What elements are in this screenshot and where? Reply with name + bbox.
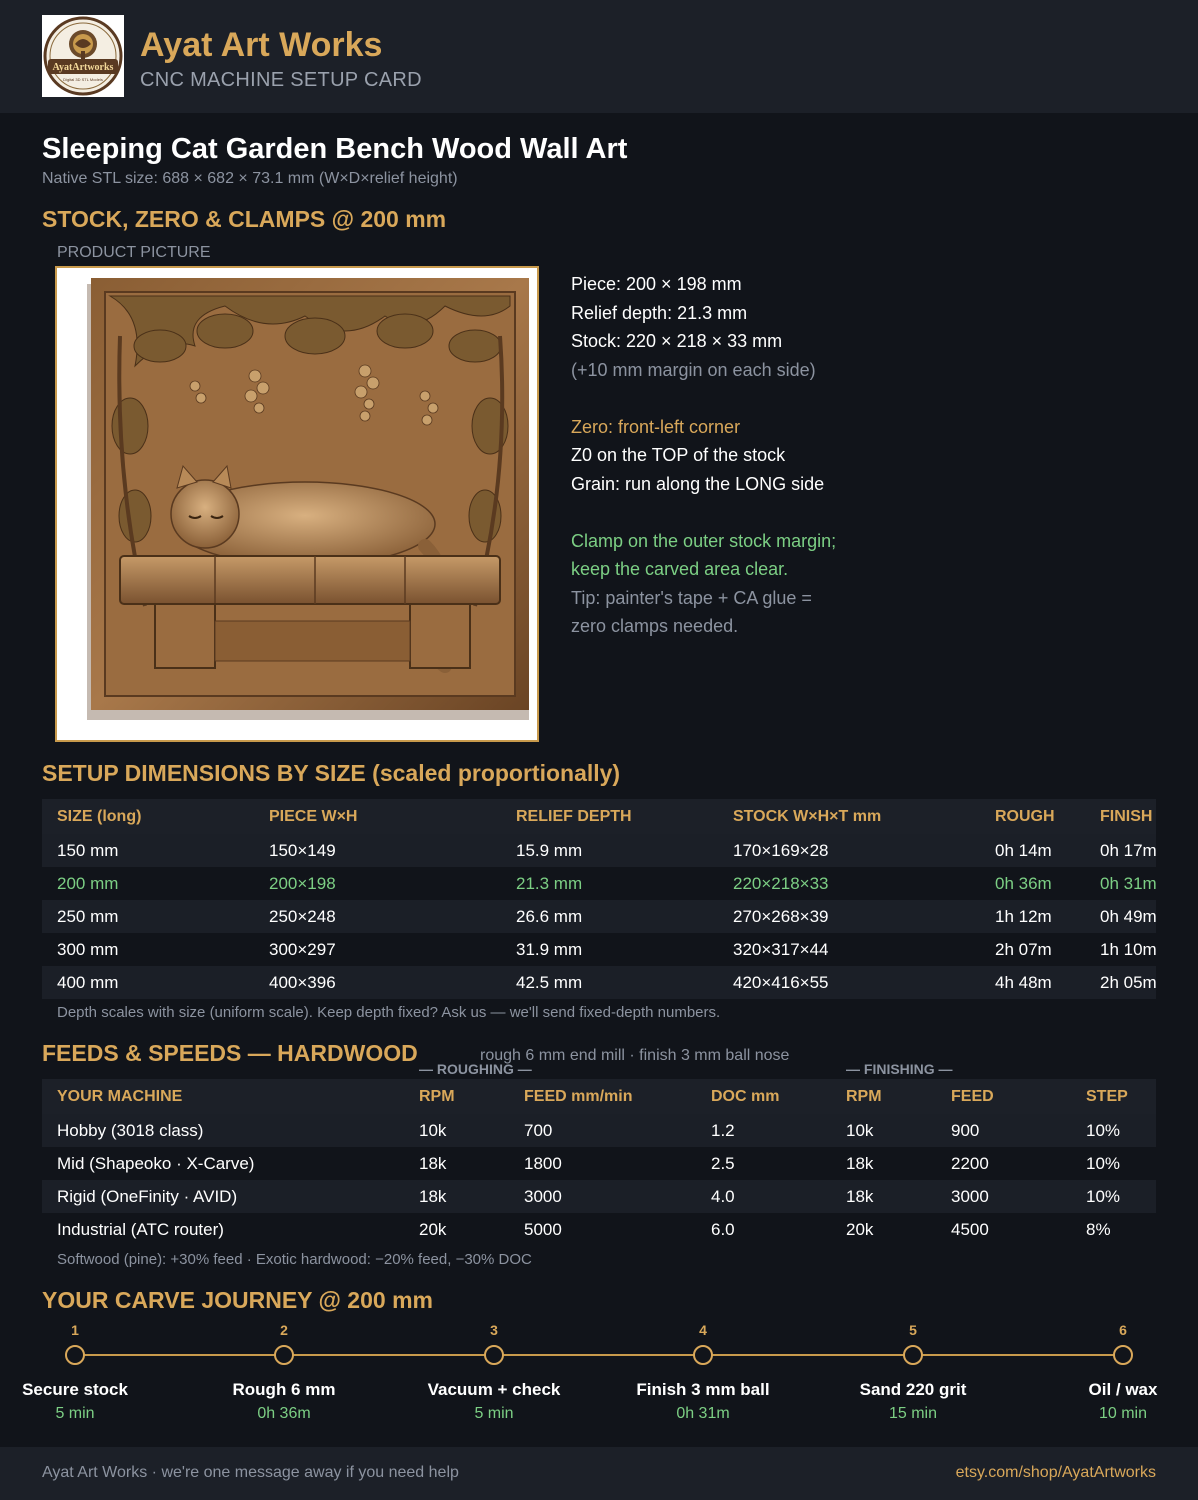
- table-cell: 4500: [936, 1213, 1071, 1246]
- table-cell: 15.9 mm: [501, 834, 718, 867]
- table-cell: 10%: [1071, 1147, 1156, 1180]
- finishing-group-label: — FINISHING —: [846, 1061, 953, 1077]
- column-header: RELIEF DEPTH: [501, 799, 718, 834]
- step-number: 6: [1119, 1322, 1127, 1338]
- dimensions-note: Depth scales with size (uniform scale). Keep depth fixed? Ask us — we'll send fixed-depth numbers.: [57, 1004, 721, 1021]
- table-cell: 21.3 mm: [501, 867, 718, 900]
- table-row: [42, 966, 1156, 999]
- table-cell: 4h 48m: [980, 966, 1085, 999]
- table-row: [42, 1114, 1156, 1147]
- table-row-highlighted: [42, 867, 1156, 900]
- table-cell: 10k: [404, 1114, 509, 1147]
- stock-size-text: Stock: 220 × 218 × 33 mm: [571, 331, 783, 351]
- brand-name: Ayat Art Works: [140, 26, 383, 64]
- table-row: [42, 834, 1156, 867]
- step-number: 4: [699, 1322, 707, 1338]
- step-label: Finish 3 mm ball: [636, 1380, 770, 1399]
- table-cell: 10%: [1071, 1180, 1156, 1213]
- product-title: Sleeping Cat Garden Bench Wood Wall Art: [42, 133, 628, 165]
- step-time: 0h 31m: [676, 1405, 730, 1422]
- table-cell: 300×297: [254, 933, 501, 966]
- table-cell: Mid (Shapeoko · X-Carve): [42, 1147, 404, 1180]
- table-row: [42, 1180, 1156, 1213]
- logo-emblem-icon: [42, 15, 124, 97]
- tip-text-line1: Tip: painter's tape + CA glue =: [571, 587, 812, 608]
- tip-text-line2: zero clamps needed.: [571, 616, 739, 636]
- piece-size-text: Piece: 200 × 198 mm: [571, 274, 742, 294]
- table-cell: 5000: [509, 1213, 696, 1246]
- journey-step: [0, 1322, 175, 1423]
- table-cell: 18k: [831, 1180, 936, 1213]
- step-number: 3: [490, 1322, 498, 1338]
- column-header: FEED mm/min: [509, 1079, 696, 1114]
- table-cell: 270×268×39: [718, 900, 980, 933]
- card-type-label: CNC MACHINE SETUP CARD: [140, 69, 422, 91]
- step-marker-icon: [693, 1345, 713, 1365]
- brand-logo: [42, 15, 124, 97]
- step-time: 10 min: [1098, 1405, 1148, 1422]
- column-header: RPM: [404, 1079, 509, 1114]
- step-label: Vacuum + check: [427, 1380, 561, 1399]
- table-cell: 0h 14m: [980, 834, 1085, 867]
- table-cell: 300 mm: [42, 933, 254, 966]
- column-header: DOC mm: [696, 1079, 831, 1114]
- step-time: 5 min: [55, 1405, 95, 1422]
- zero-text: Zero: front-left corner: [571, 416, 741, 437]
- table-cell: 3000: [936, 1180, 1071, 1213]
- step-label: Secure stock: [22, 1380, 128, 1399]
- step-marker-icon: [1113, 1345, 1133, 1365]
- column-header: YOUR MACHINE: [42, 1079, 404, 1114]
- table-row: [42, 1147, 1156, 1180]
- table-cell: 150×149: [254, 834, 501, 867]
- roughing-group-label: — ROUGHING —: [419, 1061, 532, 1077]
- step-label: Rough 6 mm: [232, 1380, 336, 1399]
- table-cell: 1800: [509, 1147, 696, 1180]
- column-header: SIZE (long): [42, 799, 254, 834]
- margin-text: (+10 mm margin on each side): [571, 359, 816, 380]
- table-row: [42, 1213, 1156, 1246]
- stock-info-panel: [571, 270, 836, 641]
- table-cell: 2h 07m: [980, 933, 1085, 966]
- table-cell: 700: [509, 1114, 696, 1147]
- stock-section-heading: STOCK, ZERO & CLAMPS @ 200 mm: [42, 206, 447, 232]
- step-number: 1: [71, 1322, 79, 1338]
- step-time: 0h 36m: [257, 1405, 311, 1422]
- footer-bar: [0, 1447, 1198, 1500]
- table-row: [42, 900, 1156, 933]
- table-cell: 150 mm: [42, 834, 254, 867]
- step-marker-icon: [65, 1345, 85, 1365]
- footer-help-text: Ayat Art Works · we're one message away if you need help: [42, 1464, 459, 1481]
- table-cell: 18k: [831, 1147, 936, 1180]
- column-header: STOCK W×H×T mm: [718, 799, 980, 834]
- svg-text:AyatArtworks: AyatArtworks: [52, 62, 114, 73]
- table-cell: 1h 10m: [1085, 933, 1156, 966]
- table-cell: 220×218×33: [718, 867, 980, 900]
- svg-text:Digital 3D STL Models: Digital 3D STL Models: [63, 77, 103, 82]
- relief-depth-text: Relief depth: 21.3 mm: [571, 302, 748, 323]
- table-cell: 400 mm: [42, 966, 254, 999]
- table-cell: 0h 17m: [1085, 834, 1156, 867]
- step-label: Oil / wax: [1088, 1380, 1158, 1399]
- table-cell: 20k: [404, 1213, 509, 1246]
- step-time: 5 min: [474, 1405, 514, 1422]
- step-marker-icon: [274, 1345, 294, 1365]
- table-cell: 250×248: [254, 900, 501, 933]
- table-cell: 10%: [1071, 1114, 1156, 1147]
- table-cell: 320×317×44: [718, 933, 980, 966]
- column-header: RPM: [831, 1079, 936, 1114]
- table-cell: 3000: [509, 1180, 696, 1213]
- feeds-table: [42, 1079, 1156, 1246]
- table-cell: 900: [936, 1114, 1071, 1147]
- table-cell: 20k: [831, 1213, 936, 1246]
- table-cell: Rigid (OneFinity · AVID): [42, 1180, 404, 1213]
- table-cell: 1.2: [696, 1114, 831, 1147]
- grain-text: Grain: run along the LONG side: [571, 473, 825, 494]
- feeds-header-row: [42, 1079, 1156, 1114]
- journey-step: [184, 1322, 384, 1423]
- feeds-heading: FEEDS & SPEEDS — HARDWOOD: [42, 1040, 418, 1066]
- step-time: 15 min: [888, 1405, 938, 1422]
- table-cell: 6.0: [696, 1213, 831, 1246]
- dimensions-header-row: [42, 799, 1156, 834]
- table-cell: 18k: [404, 1147, 509, 1180]
- table-cell: 0h 49m: [1085, 900, 1156, 933]
- shop-link[interactable]: etsy.com/shop/AyatArtworks: [955, 1464, 1156, 1481]
- table-cell: 170×169×28: [718, 834, 980, 867]
- table-cell: 0h 31m: [1085, 867, 1156, 900]
- journey-step: [603, 1322, 803, 1423]
- table-cell: 200×198: [254, 867, 501, 900]
- table-cell: 1h 12m: [980, 900, 1085, 933]
- native-size-text: Native STL size: 688 × 682 × 73.1 mm (W×D×relief height): [42, 170, 458, 187]
- journey-step: [394, 1322, 594, 1423]
- table-cell: Industrial (ATC router): [42, 1213, 404, 1246]
- table-cell: 10k: [831, 1114, 936, 1147]
- product-picture: [65, 276, 529, 732]
- step-marker-icon: [903, 1345, 923, 1365]
- header-bar: [0, 0, 1198, 113]
- product-picture-label: PRODUCT PICTURE: [57, 244, 211, 261]
- column-header: STEP: [1071, 1079, 1156, 1114]
- product-picture-frame: [55, 266, 539, 742]
- table-cell: Hobby (3018 class): [42, 1114, 404, 1147]
- column-header: FINISH: [1085, 799, 1156, 834]
- mill-note: rough 6 mm end mill · finish 3 mm ball nose: [480, 1047, 790, 1064]
- column-header: FEED: [936, 1079, 1071, 1114]
- table-cell: 0h 36m: [980, 867, 1085, 900]
- carved-cat-artwork-icon: [65, 276, 529, 732]
- table-cell: 18k: [404, 1180, 509, 1213]
- table-cell: 2h 05m: [1085, 966, 1156, 999]
- table-cell: 250 mm: [42, 900, 254, 933]
- column-header: ROUGH: [980, 799, 1085, 834]
- step-number: 5: [909, 1322, 917, 1338]
- journey-step: [1023, 1322, 1198, 1423]
- journey-step: [813, 1322, 1013, 1423]
- step-label: Sand 220 grit: [859, 1380, 967, 1399]
- clamp-text-line1: Clamp on the outer stock margin;: [571, 530, 837, 551]
- step-number: 2: [280, 1322, 288, 1338]
- table-row: [42, 933, 1156, 966]
- table-cell: 2200: [936, 1147, 1071, 1180]
- table-cell: 400×396: [254, 966, 501, 999]
- z0-text: Z0 on the TOP of the stock: [571, 445, 786, 465]
- table-cell: 26.6 mm: [501, 900, 718, 933]
- step-marker-icon: [484, 1345, 504, 1365]
- column-header: PIECE W×H: [254, 799, 501, 834]
- table-cell: 2.5: [696, 1147, 831, 1180]
- table-cell: 31.9 mm: [501, 933, 718, 966]
- table-cell: 200 mm: [42, 867, 254, 900]
- table-cell: 42.5 mm: [501, 966, 718, 999]
- journey-heading: YOUR CARVE JOURNEY @ 200 mm: [42, 1287, 433, 1313]
- dimensions-heading: SETUP DIMENSIONS BY SIZE (scaled proportionally): [42, 760, 621, 786]
- clamp-text-line2: keep the carved area clear.: [571, 559, 789, 579]
- feeds-note: Softwood (pine): +30% feed · Exotic hardwood: −20% feed, −30% DOC: [57, 1251, 532, 1268]
- table-cell: 8%: [1071, 1213, 1156, 1246]
- table-cell: 4.0: [696, 1180, 831, 1213]
- dimensions-table: [42, 799, 1156, 999]
- table-cell: 420×416×55: [718, 966, 980, 999]
